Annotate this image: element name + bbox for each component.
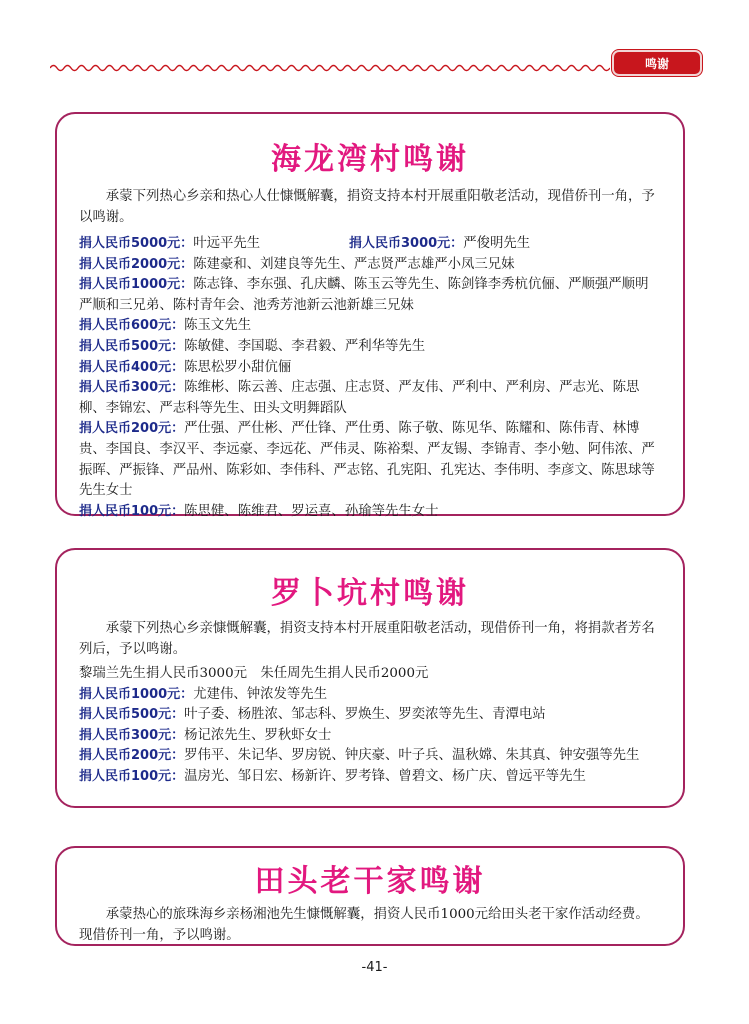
amount-label: 捐人民币400元：: [79, 359, 185, 375]
donation-row: [79, 255, 661, 276]
donor-names: 温房光、邹日宏、杨新许、罗考锋、曾碧文、杨广庆、曾远平等先生: [184, 768, 586, 784]
amount-label: 捐人民币1000元：: [79, 277, 194, 293]
decorative-wave-line: [50, 60, 610, 76]
amount-label: 捐人民币100元：: [79, 503, 185, 519]
donation-box-luobokeng: [55, 548, 685, 808]
amount-label: 捐人民币300元：: [79, 727, 185, 743]
donor-names: 严俊明先生: [463, 236, 531, 251]
amount-label: 捐人民币600元：: [79, 318, 185, 334]
donor-names: 陈玉文先生: [184, 318, 252, 334]
donation-row: [79, 378, 661, 419]
donation-row: [79, 358, 661, 379]
donation-row: [79, 746, 661, 767]
donor-names: 陈维彬、陈云善、庄志强、庄志贤、严友伟、严利中、严利房、严志光、陈思柳、李锦宏、严志科等先生、田头文明舞蹈队: [79, 380, 640, 416]
donation-row: [79, 502, 661, 523]
donor-names: 尤建伟、钟浓发等先生: [193, 686, 328, 702]
amount-label: 捐人民币300元：: [79, 380, 185, 396]
donation-row: [79, 337, 661, 358]
donor-names: 陈思健、陈维君、罗运喜、孙瑜等先生女士: [184, 503, 439, 519]
amount-label: 捐人民币100元：: [79, 768, 185, 784]
donor-names: 杨记浓先生、罗秋虾女士: [184, 727, 332, 743]
donation-row: [79, 726, 661, 747]
section-intro: 承蒙热心的旅珠海乡亲杨湘池先生慷慨解囊，捐资人民币1000元给田头老干家作活动经费。现借侨刊一角，予以鸣谢。: [79, 907, 649, 943]
donor-names: 陈建豪和、刘建良等先生、严志贤严志雄严小凤三兄妹: [193, 256, 515, 272]
section-intro: 承蒙下列热心乡亲慷慨解囊，捐资支持本村开展重阳敬老活动，现借侨刊一角，将捐款者芳名列后，予以鸣谢。: [79, 621, 655, 657]
donation-row: [79, 767, 661, 788]
amount-label: 捐人民币5000元：: [79, 236, 194, 251]
amount-label: 捐人民币500元：: [79, 338, 185, 354]
donor-names: 陈志锋、李东强、孔庆麟、陈玉云等先生、陈剑锋李秀杭伉俪、严顺强严顺明严顺和三兄弟、陈村青年会、池秀芳池新云池新雄三兄妹: [79, 277, 649, 313]
donation-box-tiantou: [55, 846, 685, 946]
section-intro: 承蒙下列热心乡亲和热心人仕慷慨解囊，捐资支持本村开展重阳敬老活动，现借侨刊一角，予以鸣谢。: [79, 189, 655, 225]
amount-label: 捐人民币200元：: [79, 748, 185, 764]
donor-names: 叶远平先生: [193, 236, 261, 251]
amount-label: 捐人民币3000元：: [349, 236, 464, 251]
donation-row: [79, 705, 661, 726]
donor-names: 陈思松罗小甜伉俪: [184, 359, 292, 375]
donor-names: 罗伟平、朱记华、罗房锐、钟庆豪、叶子兵、温秋嫦、朱其真、钟安强等先生: [184, 748, 640, 764]
donation-row: [79, 234, 661, 255]
donation-row: 黎瑞兰先生捐人民币3000元 朱任周先生捐人民币2000元: [79, 666, 429, 681]
section-title: 海龙湾村鸣谢: [271, 142, 469, 177]
donor-names: 陈敏健、李国聪、李君毅、严利华等先生: [184, 338, 426, 354]
section-title: 田头老干家鸣谢: [254, 864, 486, 899]
amount-label: 捐人民币1000元：: [79, 686, 194, 702]
page-number: -41-: [361, 960, 388, 975]
donation-row: [79, 685, 661, 706]
amount-label: 捐人民币500元：: [79, 707, 185, 723]
amount-label: 捐人民币2000元：: [79, 256, 194, 272]
donation-box-hailongwan: [55, 112, 685, 519]
donation-row: [79, 275, 661, 316]
donor-names: 叶子委、杨胜浓、邹志科、罗焕生、罗奕浓等先生、青潭电站: [184, 707, 546, 723]
amount-label: 捐人民币200元：: [79, 421, 185, 437]
donation-row: [79, 419, 661, 501]
donation-row: [79, 316, 661, 337]
section-title: 罗卜坑村鸣谢: [271, 576, 469, 611]
section-tag: 鸣谢: [612, 50, 702, 76]
donor-names: 严仕强、严仕彬、严仕锋、严仕勇、陈子敬、陈见华、陈耀和、陈伟青、林博贵、李国良、李汉平、李远豪、李远花、严伟灵、陈裕梨、严友锡、李锦青、李小勉、阿伟浓、严振晖、严振锋、严品州、陈彩如、李伟科、严志铭、孔宪阳、孔宪达、李伟明、李彦文、陈思球等先生女士: [79, 421, 655, 499]
